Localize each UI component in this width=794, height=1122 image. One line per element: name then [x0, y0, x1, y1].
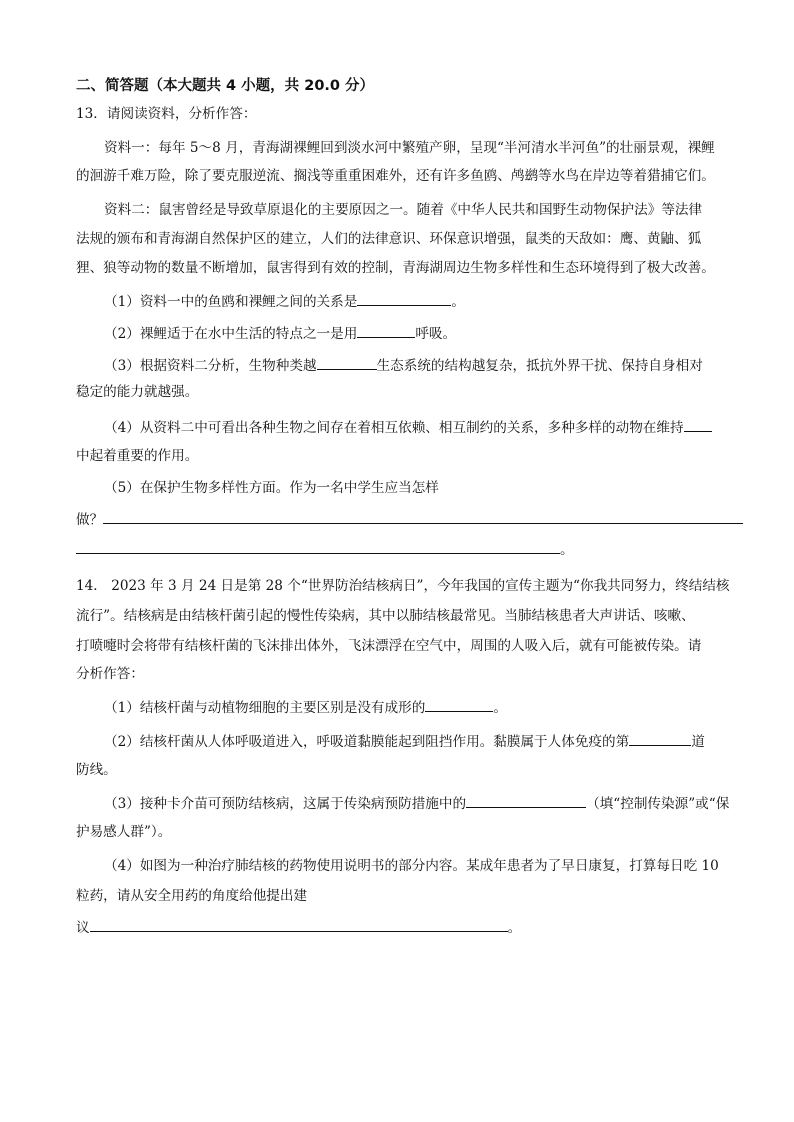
- q13-intro: 13．请阅读资料，分析作答：: [76, 106, 257, 122]
- answer-blank[interactable]: [466, 792, 586, 808]
- q14-sub4-line2: 粒药，请从安全用药的角度给他提出建: [76, 888, 308, 904]
- q14-paragraph-line4: 分析作答：: [76, 666, 144, 682]
- answer-blank[interactable]: [357, 290, 451, 306]
- answer-blank[interactable]: [90, 916, 508, 932]
- q14-paragraph-line1: 14． 2023 年 3 月 24 日是第 28 个“世界防治结核病日”，今年我国的宣传主题为“你我共同努力，终结结核: [76, 578, 730, 594]
- q14-sub3-line2: 护易感人群”）。: [76, 824, 172, 840]
- q13-material1-line2: 的洄游千难万险，除了要克服逆流、搁浅等重重困难外，还有许多鱼鸥、鸬鹚等水鸟在岸边等着猎捕它们。: [76, 168, 715, 184]
- q13-sub3: （3）根据资料二分析，生物种类越 生态系统的结构越复杂，抵抗外界干扰、保持自身相对: [104, 354, 772, 376]
- q13-sub4-line2: 中起着重要的作用。: [76, 448, 199, 464]
- q14-paragraph-line2: 流行”。结核病是由结核杆菌引起的慢性传染病，其中以肺结核最常见。当肺结核患者大声讲话、咳嗽、: [76, 608, 695, 624]
- q13-material2-line1: 资料二：鼠害曾经是导致草原退化的主要原因之一。随着《中华人民共和国野生动物保护法》等法律: [104, 202, 703, 218]
- q14-sub3: （3）接种卡介苗可预防结核病，这属于传染病预防措施中的 （填“控制传染源”或“保: [104, 792, 772, 814]
- q13-sub5: （5）在保护生物多样性方面。作为一名中学生应当怎样: [104, 480, 439, 496]
- answer-blank[interactable]: [684, 416, 712, 432]
- q13-sub5-line3: 。: [76, 538, 744, 560]
- q13-material1-line1: 资料一：每年 5～8 月，青海湖裸鲤回到淡水河中繁殖产卵，呈现“半河清水半河鱼”的壮丽景观，裸鲤: [104, 140, 715, 156]
- q14-sub4-line3: 议 。: [76, 916, 744, 938]
- q13-material2-line2: 法规的颁布和青海湖自然保护区的建立，人们的法律意识、环保意识增强，鼠类的天敌如：鹰、黄鼬、狐: [76, 231, 702, 247]
- q14-sub1: （1）结核杆菌与动植物细胞的主要区别是没有成形的 。: [104, 696, 772, 718]
- q14-sub2-line2: 防线。: [76, 762, 117, 778]
- q13-sub5-line2: 做？: [76, 508, 744, 530]
- answer-blank[interactable]: [76, 538, 560, 554]
- q13-sub3-line2: 稳定的能力就越强。: [76, 384, 199, 400]
- section-title: 二、简答题（本大题共 4 小题，共 20.0 分）: [76, 78, 375, 94]
- q13-sub1: （1）资料一中的鱼鸥和裸鲤之间的关系是 。: [104, 290, 772, 312]
- q13-sub4: （4）从资料二中可看出各种生物之间存在着相互依赖、相互制约的关系，多种多样的动物在维持: [104, 416, 772, 438]
- q13-sub2: （2）裸鲤适于在水中生活的特点之一是用 呼吸。: [104, 322, 772, 344]
- q14-paragraph-line3: 打喷嚏时会将带有结核杆菌的飞沫排出体外，飞沫漂浮在空气中，周围的人吸入后，就有可能被传染。请: [76, 638, 702, 654]
- answer-blank[interactable]: [629, 730, 691, 746]
- q13-material2-line3: 狸、狼等动物的数量不断增加，鼠害得到有效的控制，青海湖周边生物多样性和生态环境得到了极大改善。: [76, 260, 715, 276]
- answer-blank[interactable]: [103, 508, 743, 524]
- q14-sub4: （4）如图为一种治疗肺结核的药物使用说明书的部分内容。某成年患者为了早日康复，打算每日吃 10: [104, 858, 719, 874]
- answer-blank[interactable]: [425, 696, 493, 712]
- answer-blank[interactable]: [357, 322, 415, 338]
- q14-sub2: （2）结核杆菌从人体呼吸道进入，呼吸道黏膜能起到阻挡作用。黏膜属于人体免疫的第 道: [104, 730, 772, 752]
- answer-blank[interactable]: [317, 354, 377, 370]
